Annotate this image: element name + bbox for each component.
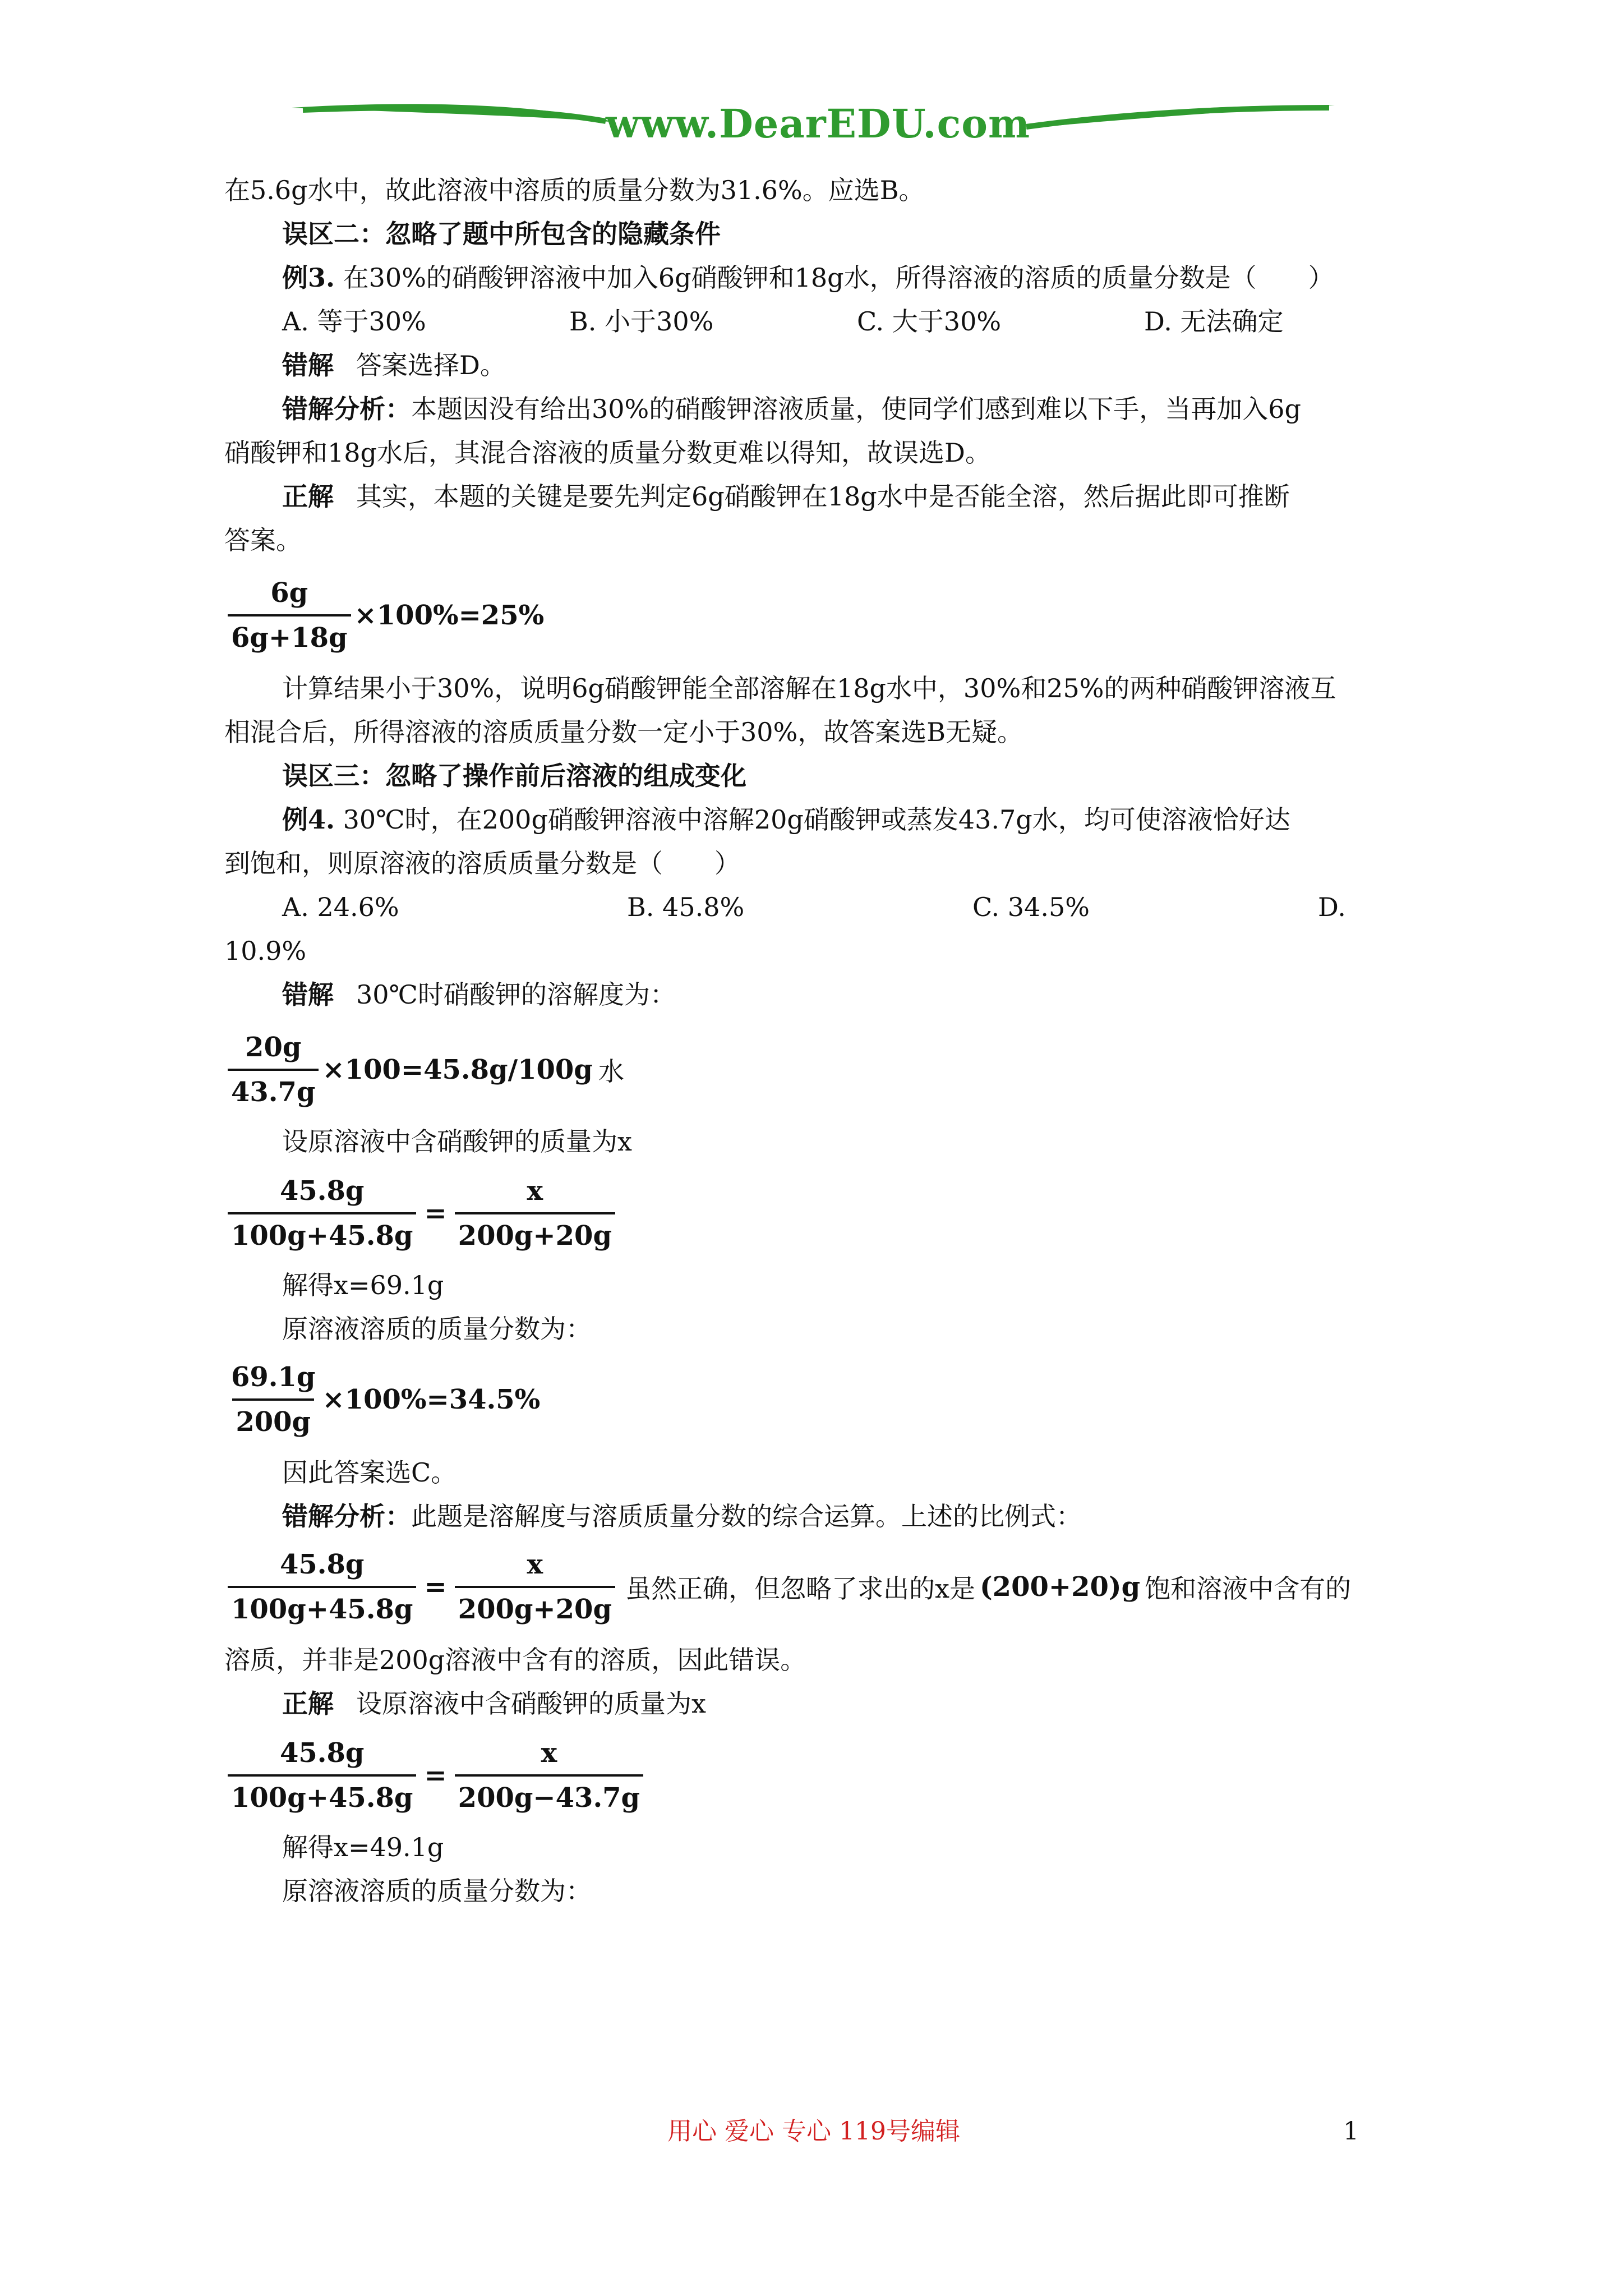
example-text: 在30%的硝酸钾溶液中加入6g硝酸钾和18g水，所得溶液的溶质的质量分数是（ ） bbox=[343, 263, 1334, 293]
text-line: 因此答案选C。 bbox=[282, 1457, 457, 1488]
denominator: 200g+20g bbox=[455, 1586, 615, 1627]
header-banner bbox=[292, 95, 1335, 151]
equation-rest: ×100%=25% bbox=[354, 600, 545, 631]
fraction bbox=[228, 1173, 416, 1254]
analysis-line bbox=[224, 387, 1447, 431]
denominator: 200g+20g bbox=[455, 1212, 615, 1254]
right-label: 正解 bbox=[282, 481, 334, 512]
fraction bbox=[455, 1173, 615, 1254]
equation-rest: ×100=45.8g/100g bbox=[322, 1054, 593, 1085]
denominator: 100g+45.8g bbox=[228, 1212, 416, 1254]
fraction bbox=[455, 1735, 643, 1816]
option-d: D. 无法确定 bbox=[1144, 306, 1284, 337]
numerator: 45.8g bbox=[279, 1549, 365, 1580]
example-label: 例3. bbox=[282, 263, 335, 293]
analysis-inline-text: 饱和溶液中含有的 bbox=[1145, 1573, 1352, 1604]
wrong-label: 错解 bbox=[282, 350, 334, 380]
option-c: C. 34.5% bbox=[972, 892, 1090, 922]
analysis-label: 错解分析： bbox=[282, 394, 411, 424]
option-b: B. 45.8% bbox=[627, 892, 745, 922]
option-d-continued: 10.9% bbox=[224, 936, 307, 966]
section-heading: 误区三：忽略了操作前后溶液的组成变化 bbox=[282, 761, 746, 791]
example-3 bbox=[224, 256, 1447, 300]
example-text: 30℃时，在200g硝酸钾溶液中溶解20g硝酸钾或蒸发43.7g水，均可使溶液恰好达 bbox=[343, 804, 1290, 835]
equation-1 bbox=[224, 573, 1447, 657]
equals-sign: = bbox=[424, 1198, 447, 1229]
right-answer bbox=[224, 475, 1447, 518]
right-label: 正解 bbox=[282, 1688, 334, 1719]
wrong-text: 答案选择D。 bbox=[356, 350, 506, 380]
numerator: 69.1g bbox=[231, 1361, 316, 1393]
option-a: A. 等于30% bbox=[282, 306, 426, 337]
fraction bbox=[228, 1359, 319, 1440]
equation-6 bbox=[224, 1733, 1447, 1818]
text-line: 原溶液溶质的质量分数为： bbox=[282, 1314, 592, 1344]
text-line: 解得x=49.1g bbox=[282, 1832, 444, 1862]
equals-sign: = bbox=[424, 1760, 447, 1791]
text-line: 设原溶液中含硝酸钾的质量为x bbox=[282, 1126, 632, 1157]
option-a: A. 24.6% bbox=[282, 892, 399, 922]
fraction bbox=[228, 1029, 319, 1110]
equation-rest: ×100%=34.5% bbox=[322, 1384, 541, 1415]
wrong-label: 错解 bbox=[282, 979, 334, 1010]
fraction bbox=[228, 1547, 416, 1627]
text-line: 解得x=69.1g bbox=[282, 1270, 444, 1300]
text-line: 答案。 bbox=[224, 525, 302, 555]
wrong-text: 30℃时硝酸钾的溶解度为： bbox=[356, 979, 676, 1010]
option-c: C. 大于30% bbox=[857, 306, 1002, 337]
denominator: 100g+45.8g bbox=[228, 1774, 416, 1816]
text-line: 硝酸钾和18g水后，其混合溶液的质量分数更难以得知，故误选D。 bbox=[224, 438, 991, 468]
numerator: x bbox=[527, 1549, 543, 1580]
document-body bbox=[224, 168, 1447, 1913]
equation-2 bbox=[224, 1028, 1447, 1112]
fraction bbox=[228, 1735, 416, 1816]
section-heading: 误区二：忽略了题中所包含的隐藏条件 bbox=[282, 219, 721, 249]
analysis-label: 错解分析： bbox=[282, 1501, 411, 1531]
unit: 水 bbox=[598, 1056, 624, 1087]
text-line: 计算结果小于30%，说明6g硝酸钾能全部溶解在18g水中，30%和25%的两种硝酸钾溶液互 bbox=[282, 673, 1336, 703]
text-line: 原溶液溶质的质量分数为： bbox=[282, 1876, 592, 1906]
denominator: 43.7g bbox=[228, 1069, 319, 1110]
denominator: 200g bbox=[232, 1398, 314, 1440]
text-line: 到饱和，则原溶液的溶质质量分数是（ ） bbox=[224, 848, 740, 878]
text-line: 溶质，并非是200g溶液中含有的溶质，因此错误。 bbox=[224, 1645, 806, 1675]
text-line: 相混合后，所得溶液的溶质质量分数一定小于30%，故答案选B无疑。 bbox=[224, 717, 1023, 747]
numerator: x bbox=[541, 1737, 557, 1769]
equation-4 bbox=[224, 1358, 1447, 1442]
numerator: x bbox=[527, 1175, 543, 1207]
equation-5 bbox=[224, 1545, 1447, 1629]
fraction bbox=[228, 575, 351, 656]
numerator: 20g bbox=[245, 1032, 302, 1063]
page-footer bbox=[0, 2112, 1623, 2151]
wrong-answer bbox=[224, 973, 1447, 1016]
inline-expression: (200+20)g bbox=[979, 1571, 1141, 1603]
page-number: 1 bbox=[1343, 2117, 1359, 2146]
example-4 bbox=[224, 798, 1447, 841]
equals-sign: = bbox=[424, 1571, 447, 1603]
denominator: 6g+18g bbox=[228, 614, 351, 656]
analysis-text: 本题因没有给出30%的硝酸钾溶液质量，使同学们感到难以下手，当再加入6g bbox=[411, 394, 1301, 424]
analysis-line bbox=[224, 1494, 1447, 1538]
denominator: 100g+45.8g bbox=[228, 1586, 416, 1627]
numerator: 45.8g bbox=[279, 1175, 365, 1207]
footer-text: 用心 爱心 专心 119号编辑 bbox=[667, 2117, 960, 2146]
numerator: 6g bbox=[270, 577, 308, 609]
analysis-text: 此题是溶解度与溶质质量分数的综合运算。上述的比例式： bbox=[411, 1501, 1082, 1531]
denominator: 200g−43.7g bbox=[455, 1774, 643, 1816]
text-line: 在5.6g水中，故此溶液中溶质的质量分数为31.6%。应选B。 bbox=[224, 175, 925, 205]
analysis-inline-text: 虽然正确，但忽略了求出的x是 bbox=[625, 1573, 975, 1604]
site-name[interactable]: www.DearEDU.com bbox=[606, 100, 1031, 147]
example-4-options bbox=[224, 885, 1447, 929]
option-b: B. 小于30% bbox=[569, 306, 714, 337]
fraction bbox=[455, 1547, 615, 1627]
example-3-options bbox=[224, 300, 1447, 343]
option-d: D. bbox=[1318, 892, 1346, 922]
numerator: 45.8g bbox=[279, 1737, 365, 1769]
right-text: 其实，本题的关键是要先判定6g硝酸钾在18g水中是否能全溶，然后据此即可推断 bbox=[356, 481, 1290, 512]
right-answer bbox=[224, 1682, 1447, 1726]
wrong-answer bbox=[224, 343, 1447, 387]
equation-3 bbox=[224, 1171, 1447, 1255]
example-label: 例4. bbox=[282, 804, 335, 835]
right-text: 设原溶液中含硝酸钾的质量为x bbox=[356, 1688, 706, 1719]
